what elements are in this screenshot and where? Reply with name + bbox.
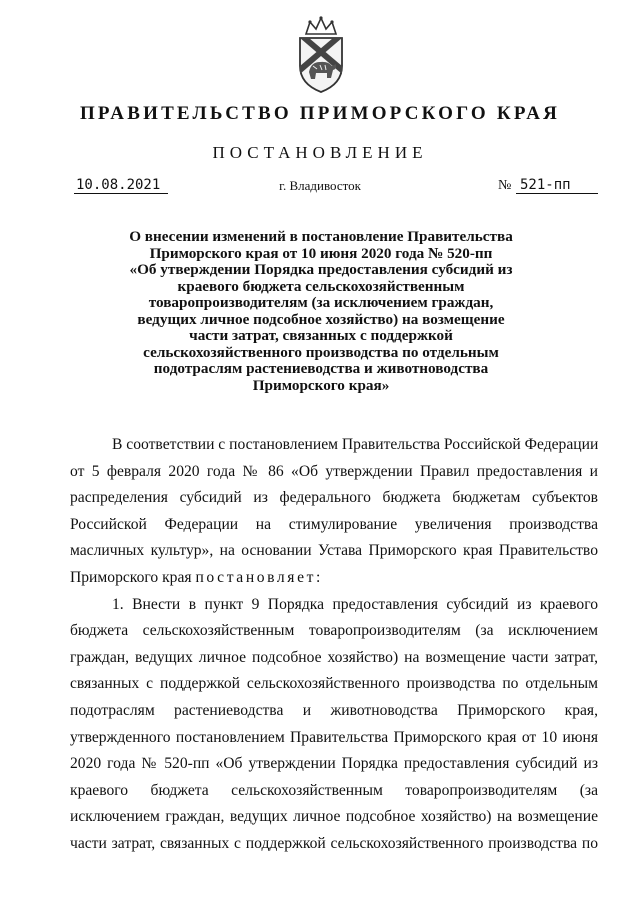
document-body	[70, 432, 598, 858]
item-1-paragraph	[70, 592, 598, 858]
document-number: 521-пп	[516, 177, 598, 194]
subject-line: Приморского края от 10 июня 2020 года № 520-пп	[149, 244, 493, 262]
subject-line: краевого бюджета сельскохозяйственным	[177, 277, 465, 295]
document-date: 10.08.2021	[74, 177, 168, 194]
preamble-paragraph	[70, 432, 598, 592]
body-line: 1. Внести в пункт 9 Порядка предоставления субсидий из краевого	[112, 595, 598, 613]
document-city: г. Владивосток	[279, 178, 361, 193]
subject-line: «Об утверждении Порядка предоставления субсидий из	[129, 261, 513, 278]
body-line: Российской Федерации на стимулирование увеличения производства	[70, 515, 598, 533]
body-line: бюджета сельскохозяйственным товаропроизводителям (за исключением	[70, 622, 598, 640]
body-line: части затрат, связанных с поддержкой сельскохозяйственного производства по	[70, 834, 598, 852]
subject-line: ведущих личное подсобное хозяйство) на возмещение	[137, 310, 505, 328]
body-line: 2020 года № 520-пп «Об утверждении Порядка предоставления субсидий из	[70, 755, 598, 773]
document-type: ПОСТАНОВЛЕНИЕ	[212, 143, 428, 162]
subject-line: сельскохозяйственного производства по отдельным	[143, 343, 499, 361]
government-title: ПРАВИТЕЛЬСТВО ПРИМОРСКОГО КРАЯ	[79, 103, 561, 124]
subject-line: части затрат, связанных с поддержкой	[189, 327, 453, 344]
subject-line: Приморского края»	[252, 376, 390, 394]
primorsky-coat-of-arms-icon	[296, 14, 346, 94]
body-line: от 5 февраля 2020 года № 86 «Об утверждении Правил предоставления и	[70, 462, 598, 480]
subject-line: товаропроизводителям (за исключением граждан,	[148, 294, 494, 311]
body-line: исключением граждан, ведущих личное подсобное хозяйство) на возмещение	[70, 808, 598, 826]
body-line: утвержденного постановлением Правительства Приморского края от 10 июня	[70, 728, 598, 746]
body-line: краевого бюджета сельскохозяйственным товаропроизводителям (за	[70, 781, 598, 799]
body-line: В соответствии с постановлением Правительства Российской Федерации	[112, 436, 599, 453]
body-line: граждан, ведущих личное подсобное хозяйство) на возмещение части затрат,	[70, 648, 598, 666]
body-line	[70, 565, 598, 592]
resolution-word: постановляет:	[195, 568, 323, 586]
body-line: связанных с поддержкой сельскохозяйственного производства по отдельным	[70, 675, 598, 693]
document-subject	[120, 229, 522, 394]
preamble-last-prefix: Приморского края	[70, 568, 196, 586]
number-sign: №	[498, 178, 512, 193]
body-line: распределения субсидий из федерального бюджета бюджетам субъектов	[70, 489, 598, 507]
body-line: масличных культур», на основании Устава Приморского края Правительство	[70, 542, 598, 560]
body-line: подотраслям растениеводства и животноводства Приморского края,	[70, 701, 598, 719]
subject-line: О внесении изменений в постановление Правительства	[129, 228, 513, 245]
subject-line: подотраслям растениеводства и животноводства	[153, 360, 489, 377]
